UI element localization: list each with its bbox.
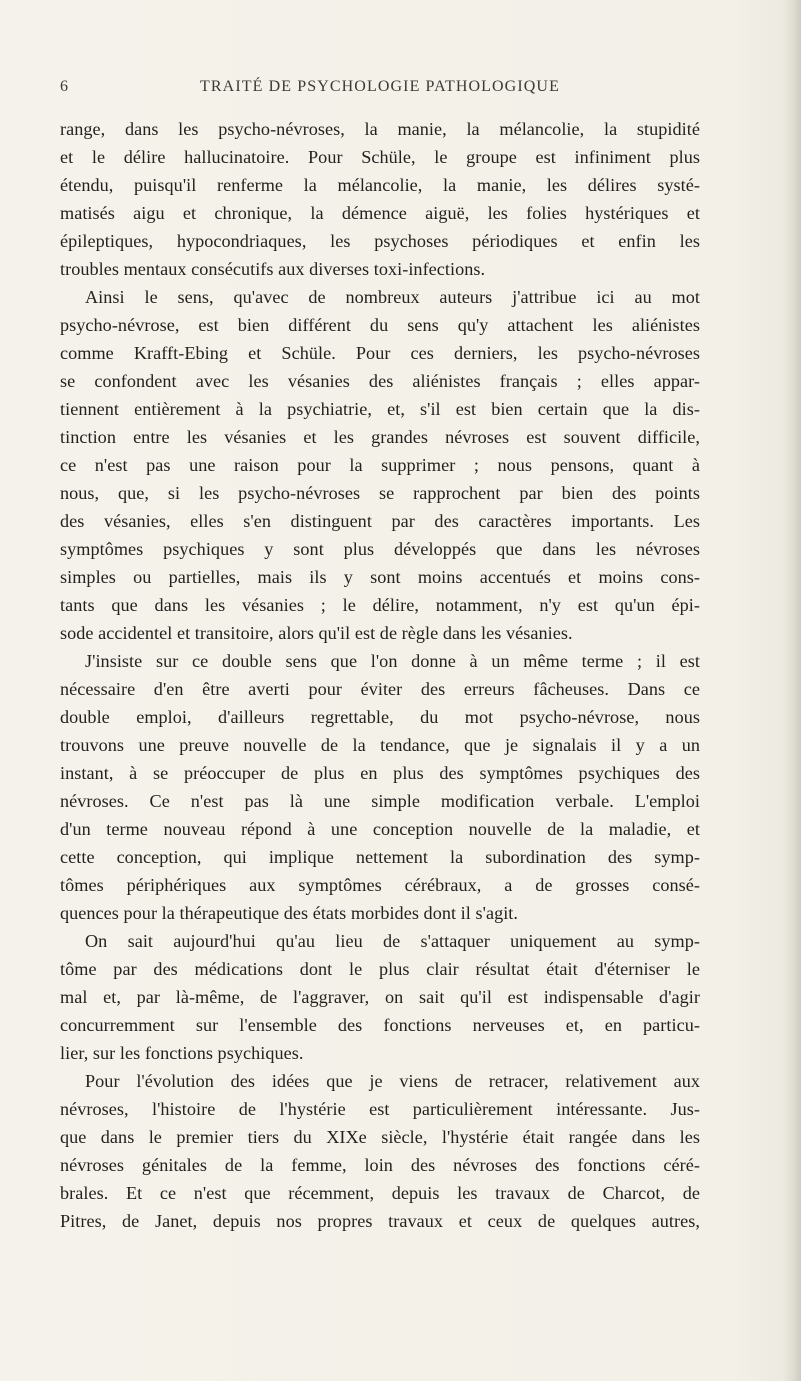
text-line: instant, à se préoccuper de plus en plus des symptômes psychiques des xyxy=(60,763,700,783)
text-line: symptômes psychiques y sont plus développés que dans les névroses xyxy=(60,539,700,559)
text-line: Pitres, de Janet, depuis nos propres travaux et ceux de quelques autres, xyxy=(60,1211,700,1231)
text-line: trouvons une preuve nouvelle de la tendance, que je signalais il y a un xyxy=(60,735,700,755)
text-line: tôme par des médications dont le plus clair résultat était d'éterniser le xyxy=(60,959,700,979)
text-line: sode accidentel et transitoire, alors qu'il est de règle dans les vésanies. xyxy=(60,623,573,643)
text-line: névroses, l'histoire de l'hystérie est particulièrement intéressante. Jus- xyxy=(60,1099,700,1119)
text-line: nécessaire d'en être averti pour éviter des erreurs fâcheuses. Dans ce xyxy=(60,679,700,699)
text-line: d'un terme nouveau répond à une conception nouvelle de la maladie, et xyxy=(60,819,700,839)
text-line: Ainsi le sens, qu'avec de nombreux auteurs j'attribue ici au mot xyxy=(85,287,700,307)
text-line: psycho-névrose, est bien différent du sens qu'y attachent les aliénistes xyxy=(60,315,700,335)
text-line: tiennent entièrement à la psychiatrie, et, s'il est bien certain que la dis- xyxy=(60,399,700,419)
text-line: quences pour la thérapeutique des états morbides dont il s'agit. xyxy=(60,903,519,923)
text-line: mal et, par là-même, de l'aggraver, on sait qu'il est indispensable d'agir xyxy=(60,987,700,1007)
text-line: épileptiques, hypocondriaques, les psychoses périodiques et enfin les xyxy=(60,231,700,251)
text-line: que dans le premier tiers du XIXe siècle, l'hystérie était rangée dans les xyxy=(60,1127,700,1147)
text-line: étendu, puisqu'il renferme la mélancolie, la manie, les délires systé- xyxy=(60,175,700,195)
text-line: tômes périphériques aux symptômes cérébraux, a de grosses consé- xyxy=(60,875,700,895)
text-line: comme Krafft-Ebing et Schüle. Pour ces derniers, les psycho-névroses xyxy=(60,343,700,363)
text-line: brales. Et ce n'est que récemment, depuis les travaux de Charcot, de xyxy=(60,1183,700,1203)
text-line: troubles mentaux consécutifs aux diverses toxi-infections. xyxy=(60,259,486,279)
text-line: se confondent avec les vésanies des aliénistes français ; elles appar- xyxy=(60,371,700,391)
text-line: des vésanies, elles s'en distinguent par des caractères importants. Les xyxy=(60,511,700,531)
text-line: simples ou partielles, mais ils y sont moins accentués et moins cons- xyxy=(60,567,700,587)
page-number: 6 xyxy=(60,78,69,95)
text-line: et le délire hallucinatoire. Pour Schüle, le groupe est infiniment plus xyxy=(60,147,700,167)
text-line: nous, que, si les psycho-névroses se rapprochent par bien des points xyxy=(60,483,700,503)
text-line: J'insiste sur ce double sens que l'on donne à un même terme ; il est xyxy=(85,651,700,671)
text-line: Pour l'évolution des idées que je viens de retracer, relativement aux xyxy=(85,1071,700,1091)
text-line: On sait aujourd'hui qu'au lieu de s'attaquer uniquement au symp- xyxy=(85,931,700,951)
page-edge-shadow xyxy=(783,0,801,1381)
text-line: ce n'est pas une raison pour la supprimer ; nous pensons, quant à xyxy=(60,455,700,475)
body-text xyxy=(60,115,700,1235)
text-line: lier, sur les fonctions psychiques. xyxy=(60,1043,304,1063)
text-line: névroses génitales de la femme, loin des névroses des fonctions céré- xyxy=(60,1155,700,1175)
text-line: névroses. Ce n'est pas là une simple modification verbale. L'emploi xyxy=(60,791,700,811)
text-line: matisés aigu et chronique, la démence aiguë, les folies hystériques et xyxy=(60,203,700,223)
page-header xyxy=(60,78,700,102)
text-line: tinction entre les vésanies et les grandes névroses est souvent difficile, xyxy=(60,427,700,447)
text-line: double emploi, d'ailleurs regrettable, du mot psycho-névrose, nous xyxy=(60,707,700,727)
text-line: tants que dans les vésanies ; le délire, notamment, n'y est qu'un épi- xyxy=(60,595,700,615)
text-line: range, dans les psycho-névroses, la manie, la mélancolie, la stupidité xyxy=(60,119,700,139)
text-line: cette conception, qui implique nettement la subordination des symp- xyxy=(60,847,700,867)
running-title: TRAITÉ DE PSYCHOLOGIE PATHOLOGIQUE xyxy=(200,78,560,95)
text-line: concurremment sur l'ensemble des fonctions nerveuses et, en particu- xyxy=(60,1015,700,1035)
